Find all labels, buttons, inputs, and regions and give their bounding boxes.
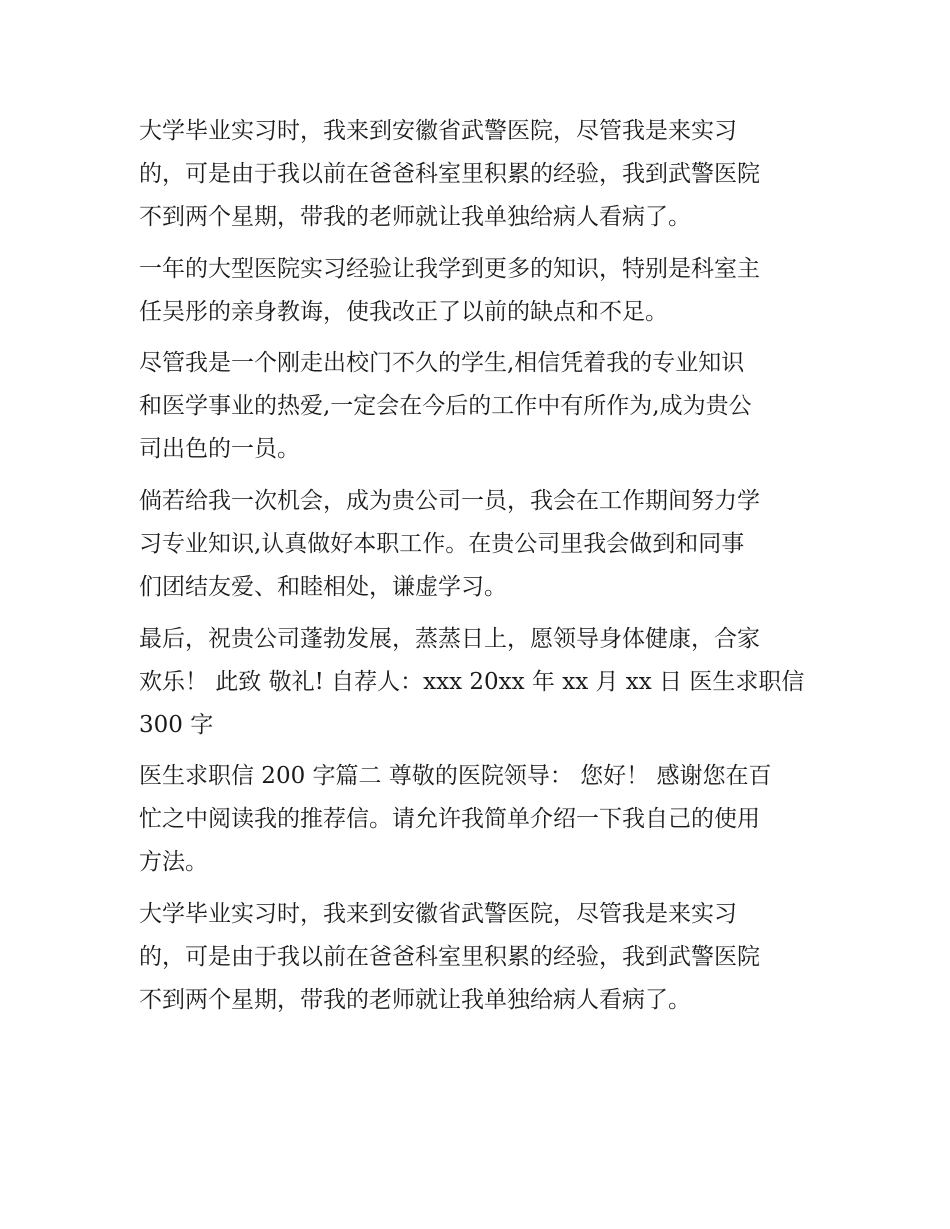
paragraph-internship-repeat	[139, 893, 819, 1022]
paragraph-opportunity	[139, 480, 819, 609]
document-body	[139, 110, 819, 1031]
paragraph-letter-two-intro	[139, 755, 819, 884]
text-line: 不到两个星期，带我的老师就让我单独给病人看病了。	[139, 204, 691, 230]
text-line: 司出色的一员。	[139, 436, 300, 463]
paragraph-internship	[139, 110, 819, 239]
text-line: 医生求职信 200 字篇二 尊敬的医院领导： 您好！ 感谢您在百	[139, 763, 772, 790]
paragraph-graduate	[139, 342, 819, 471]
text-line: 大学毕业实习时，我来到安徽省武警医院，尽管我是来实习	[139, 118, 737, 144]
text-line: 的，可是由于我以前在爸爸科室里积累的经验，我到武警医院	[139, 944, 760, 971]
paragraph-experience	[139, 248, 819, 334]
text-line: 任吴彤的亲身教诲，使我改正了以前的缺点和不足。	[139, 298, 668, 325]
text-line: 一年的大型医院实习经验让我学到更多的知识，特别是科室主	[139, 255, 760, 282]
text-line: 欢乐！ 此致 敬礼! 自荐人：xxx 20xx 年 xx 月 xx 日 医生求职信	[139, 668, 805, 695]
text-line: 300 字	[139, 711, 214, 738]
text-line: 倘若给我一次机会，成为贵公司一员，我会在工作期间努力学	[139, 488, 760, 515]
text-line: 和医学事业的热爱,一定会在今后的工作中有所作为,成为贵公	[139, 393, 752, 420]
text-line: 方法。	[139, 849, 208, 876]
text-line: 大学毕业实习时，我来到安徽省武警医院，尽管我是来实习	[139, 901, 737, 928]
text-line: 忙之中阅读我的推荐信。请允许我简单介绍一下我自己的使用	[139, 806, 760, 833]
text-line: 们团结友爱、和睦相处，谦虚学习。	[139, 574, 507, 601]
text-line: 最后，祝贵公司蓬勃发展，蒸蒸日上，愿领导身体健康，合家	[139, 625, 760, 652]
text-line: 习专业知识,认真做好本职工作。在贵公司里我会做到和同事	[139, 531, 745, 558]
paragraph-closing	[139, 618, 819, 747]
text-line: 不到两个星期，带我的老师就让我单独给病人看病了。	[139, 987, 691, 1014]
text-line: 尽管我是一个刚走出校门不久的学生,相信凭着我的专业知识	[139, 350, 745, 377]
text-line: 的，可是由于我以前在爸爸科室里积累的经验，我到武警医院	[139, 161, 760, 187]
